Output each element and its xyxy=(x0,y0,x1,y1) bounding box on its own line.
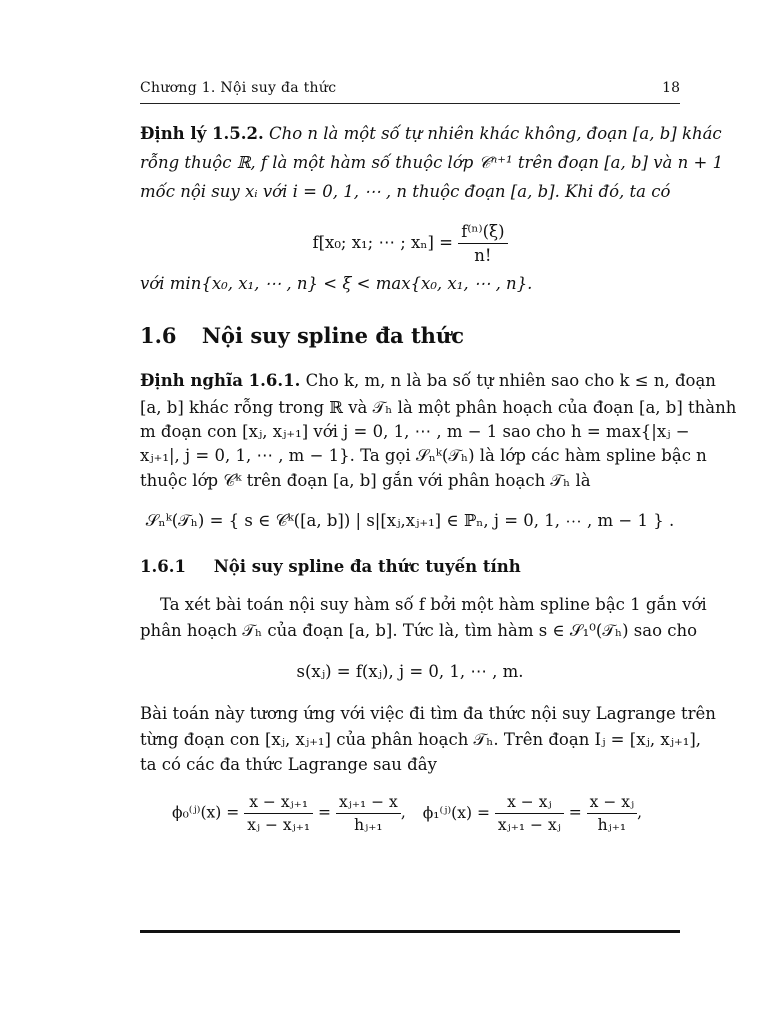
theorem-text-4: với min{x₀, x₁, ⋯ , n} < ξ < max{x₀, x₁, ⋯ , n}. xyxy=(140,274,533,293)
body-text-4: từng đoạn con [xⱼ, xⱼ₊₁] của phân hoạch 𝒯ₕ. Trên đoạn Iⱼ = [xⱼ, xⱼ₊₁], xyxy=(140,730,702,749)
phi0-f2-numerator: xⱼ₊₁ − x xyxy=(336,793,401,814)
theorem-label: Định lý 1.5.2. xyxy=(140,124,264,143)
definition-text-2: [a, b] khác rỗng trong ℝ và 𝒯ₕ là một phân hoạch của đoạn [a, b] thành xyxy=(140,398,737,417)
subsection-heading xyxy=(140,557,521,576)
theorem-line-2 xyxy=(140,151,724,175)
phi1-f1-numerator: x − xⱼ xyxy=(495,793,564,814)
spline-space-formula: 𝒮ₙᵏ(𝒯ₕ) = { s ∈ 𝒞ᵏ([a, b]) | s|[xⱼ,xⱼ₊₁] ∈ ℙₙ, j = 0, 1, ⋯ , m − 1 } . xyxy=(145,511,675,530)
body-text-2: phân hoạch 𝒯ₕ của đoạn [a, b]. Tức là, tìm hàm s ∈ 𝒮₁⁰(𝒯ₕ) sao cho xyxy=(140,621,698,640)
phi1-f1-denominator: xⱼ₊₁ − xⱼ xyxy=(497,816,561,834)
phi0-f1-numerator: x − xⱼ₊₁ xyxy=(244,793,313,814)
definition-line-1 xyxy=(140,369,716,393)
subsection-number: 1.6.1 xyxy=(140,557,186,576)
formula-denominator: n! xyxy=(474,246,492,265)
definition-line-5 xyxy=(140,469,680,493)
phi1-fraction-2 xyxy=(587,793,637,834)
formula-lhs: f[x₀; x₁; ⋯ ; xₙ] = xyxy=(312,233,453,252)
definition-line-2 xyxy=(140,396,737,420)
phi0-lhs: ϕ₀⁽ʲ⁾(x) = xyxy=(172,803,240,822)
theorem-formula xyxy=(140,222,680,265)
theorem-text-1: Cho n là một số tự nhiên khác không, đoạn [a, b] khác xyxy=(268,124,722,143)
interpolation-equation xyxy=(140,660,680,684)
equation-1: s(xⱼ) = f(xⱼ), j = 0, 1, ⋯ , m. xyxy=(296,662,524,681)
running-header xyxy=(140,80,680,102)
phi0-f2-denominator: hⱼ₊₁ xyxy=(354,816,383,834)
theorem-line-3 xyxy=(140,180,680,204)
phi1-f2-numerator: x − xⱼ xyxy=(587,793,637,814)
lagrange-formulas: ϕ₀⁽ʲ⁾(x) = $\frac{\text{x − xⱼ₊₁}}{\text{xⱼ − xⱼ₊₁}}$ = $\frac{\text{xⱼ₊₁ − x}}{\text{hⱼ₊₁}}$ , ϕ₁⁽ʲ⁾(x) = $\frac{\text{x − xⱼ}}{\text{xⱼ₊₁ − xⱼ}}$ = $\frac{\text{x − xⱼ}}{\text{hⱼ₊₁}}$ , xyxy=(172,793,643,834)
theorem-text-3: mốc nội suy xᵢ với i = 0, 1, ⋯ , n thuộc đoạn [a, b]. Khi đó, ta có xyxy=(140,182,671,201)
definition-text-5: thuộc lớp 𝒞ᵏ trên đoạn [a, b] gắn với phân hoạch 𝒯ₕ là xyxy=(140,471,591,490)
definition-line-4 xyxy=(140,444,707,468)
page-number: 18 xyxy=(662,80,680,96)
subsection-title: Nội suy spline đa thức tuyến tính xyxy=(213,557,521,576)
phi0-f1-denominator: xⱼ − xⱼ₊₁ xyxy=(247,816,311,834)
body-text-5: ta có các đa thức Lagrange sau đây xyxy=(140,755,437,774)
body-p2-line-2 xyxy=(140,728,702,752)
section-heading xyxy=(140,323,464,348)
theorem-text-2: rỗng thuộc ℝ, f là một hàm số thuộc lớp 𝒞ⁿ⁺¹ trên đoạn [a, b] và n + 1 xyxy=(140,153,724,172)
body-p2-line-3 xyxy=(140,753,680,777)
phi1-lhs: ϕ₁⁽ʲ⁾(x) = xyxy=(422,803,490,822)
header-rule xyxy=(140,103,680,104)
formula-fraction xyxy=(458,222,507,265)
body-p1-line-2 xyxy=(140,619,698,643)
phi1-f2-denominator: hⱼ₊₁ xyxy=(597,816,627,834)
definition-formula xyxy=(140,509,680,533)
definition-text-4: xⱼ₊₁|, j = 0, 1, ⋯ , m − 1}. Ta gọi 𝒮ₙᵏ(𝒯ₕ) là lớp các hàm spline bậc n xyxy=(140,446,707,465)
theorem-line-4 xyxy=(140,272,680,296)
definition-label: Định nghĩa 1.6.1. xyxy=(140,371,301,390)
phi1-fraction-1 xyxy=(495,793,564,834)
body-text-3: Bài toán này tương ứng với việc đi tìm đa thức nội suy Lagrange trên xyxy=(140,704,716,723)
body-text-1: Ta xét bài toán nội suy hàm số f bởi một hàm spline bậc 1 gắn với xyxy=(160,595,707,614)
phi0-fraction-2 xyxy=(336,793,401,834)
formula-numerator: f⁽ⁿ⁾(ξ) xyxy=(458,222,507,244)
body-p1-line-1 xyxy=(160,593,707,617)
phi0-fraction-1 xyxy=(244,793,313,834)
theorem-line-1 xyxy=(140,122,722,146)
body-p2-line-1 xyxy=(140,702,716,726)
footer-rule xyxy=(140,930,680,933)
section-title: Nội suy spline đa thức xyxy=(201,323,464,348)
definition-line-3 xyxy=(140,420,690,444)
definition-text-3: m đoạn con [xⱼ, xⱼ₊₁] với j = 0, 1, ⋯ , m − 1 sao cho h = max{|xⱼ − xyxy=(140,422,690,441)
chapter-title: Chương 1. Nội suy đa thức xyxy=(140,80,337,96)
section-number: 1.6 xyxy=(140,323,177,348)
definition-text-1: Cho k, m, n là ba số tự nhiên sao cho k ≤ n, đoạn xyxy=(305,371,716,390)
